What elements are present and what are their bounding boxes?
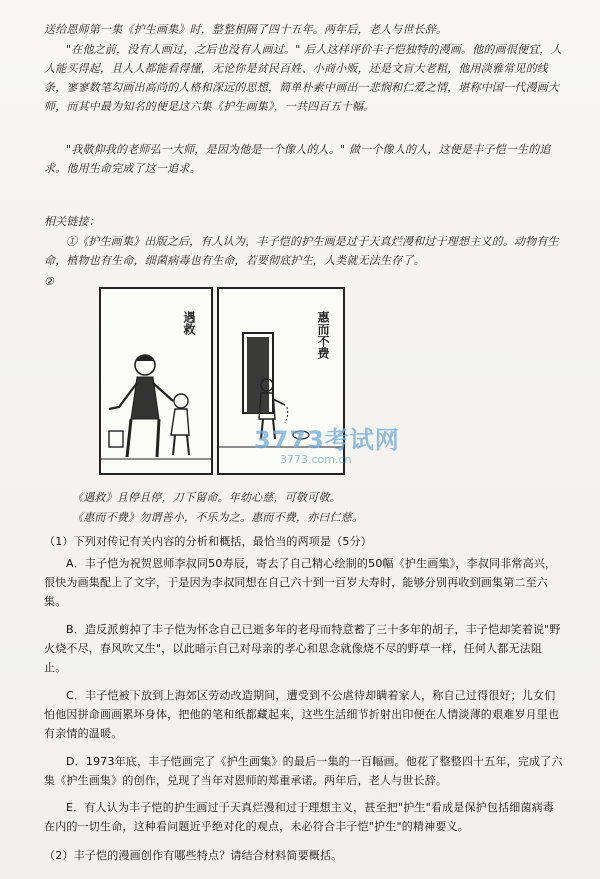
watermark-url-text: 3773.com.cn bbox=[280, 453, 352, 466]
watermark-main-text: 3773考试网 bbox=[254, 426, 400, 454]
intro-closing-paragraph: "我敬仰我的老师弘一大师，是因为他是一个像人的人。" 做一个像人的人，这便是丰子恺一生的追求。他用生命完成了这一追求。 bbox=[44, 143, 551, 175]
intro-quote-paragraph: "在他之前，没有人画过，之后也没有人画过。" 后人这样评价丰子恺独特的漫画。他的画很便宜，人人能买得起，且人人都能看得懂，无论你是贫民百姓、小商小贩，还是文盲大老粗，他用淡雅常见的线条，寥寥数笔勾画出高尚的人格和深远的思想，简单朴素中画出一悲悯和仁爱之情，堪称中国一代漫画大师，而其中最为知名的便是这六集《护生画集》，一共四百五十幅。 bbox=[44, 43, 562, 113]
question1-option-d: D．1973年底，丰子恺画完了《护生画集》的最后一集的一百幅画。他花了整整四十五年，完成了六集《护生画集》的创作，兑现了当年对恩师的郑重承诺。两年后，老人与世长辞。 bbox=[44, 755, 563, 787]
question1-option-c: C．丰子恺被下放到上海郊区劳动改造期间，遭受到不公虐待却瞒着家人，称自己过得很好；儿女们怕他因拼命画画累坏身体，把他的笔和纸都藏起来，这些生活细节折射出印便在人情淡薄的艰难岁月里也有亲情的温暖。 bbox=[44, 689, 560, 740]
cartoon-caption-kindness: 《惠而不费》勿谓善小，不乐为之。惠而不费，亦曰仁慈。 bbox=[72, 511, 364, 524]
question1-stem: （1）下列对传记有关内容的分析和概括，最恰当的两项是（5分） bbox=[44, 535, 372, 548]
related-link-2-marker: ② bbox=[44, 275, 55, 288]
question1-option-a: A．丰子恺为祝贺恩师李叔同50寿辰，寄去了自己精心绘制的50幅《护生画集》，李叔同非常高兴，很快为画集配上了文字，于是因为李叔同想在自己六十到一百岁大寿时，能够分别再收到画集第二至六集。 bbox=[44, 557, 557, 608]
cartoon-panel-rescue bbox=[99, 287, 213, 475]
question1-option-e: E．有人认为丰子恺的护生画过于天真烂漫和过于理想主义，甚至把"护生"看成是保护包括细菌病毒在内的一切生命，这种看问题近乎绝对化的观点，未必符合丰子恺"护生"的精神要义。 bbox=[44, 801, 555, 833]
intro-line: 送给恩师第一集《护生画集》时，整整相隔了四十五年。两年后，老人与世长辞。 bbox=[44, 23, 448, 36]
related-link-1: ①《护生画集》出版之后，有人认为，丰子恺的护生画是过于天真烂漫和过于理想主义的。动物有生命，植物也有生命，细菌病毒也有生命，若要彻底护生，人类就无法生存了。 bbox=[44, 235, 559, 267]
question2-stem: （2）丰子恺的漫画创作有哪些特点？请结合材料简要概括。 bbox=[44, 849, 343, 862]
site-watermark bbox=[254, 420, 400, 466]
cartoon-caption-rescue: 《遇救》且停且停，刀下留命。年幼心慈，可敬可敬。 bbox=[72, 491, 341, 504]
question1-option-b: B．造反派剪掉了丰子恺为怀念自己已逝多年的老母而特意蓄了三十多年的胡子，丰子恺却笑着说"野火烧不尽，春风吹又生"，以此暗示自己对母亲的孝心和思念就像烧不尽的野草一样，任何人都无法阻止。 bbox=[44, 623, 561, 674]
related-links-heading: 相关链接： bbox=[44, 215, 100, 228]
cartoon-title-kindness: 惠而不费 bbox=[316, 311, 330, 359]
cartoon-title-rescue: 遇救 bbox=[182, 311, 196, 335]
